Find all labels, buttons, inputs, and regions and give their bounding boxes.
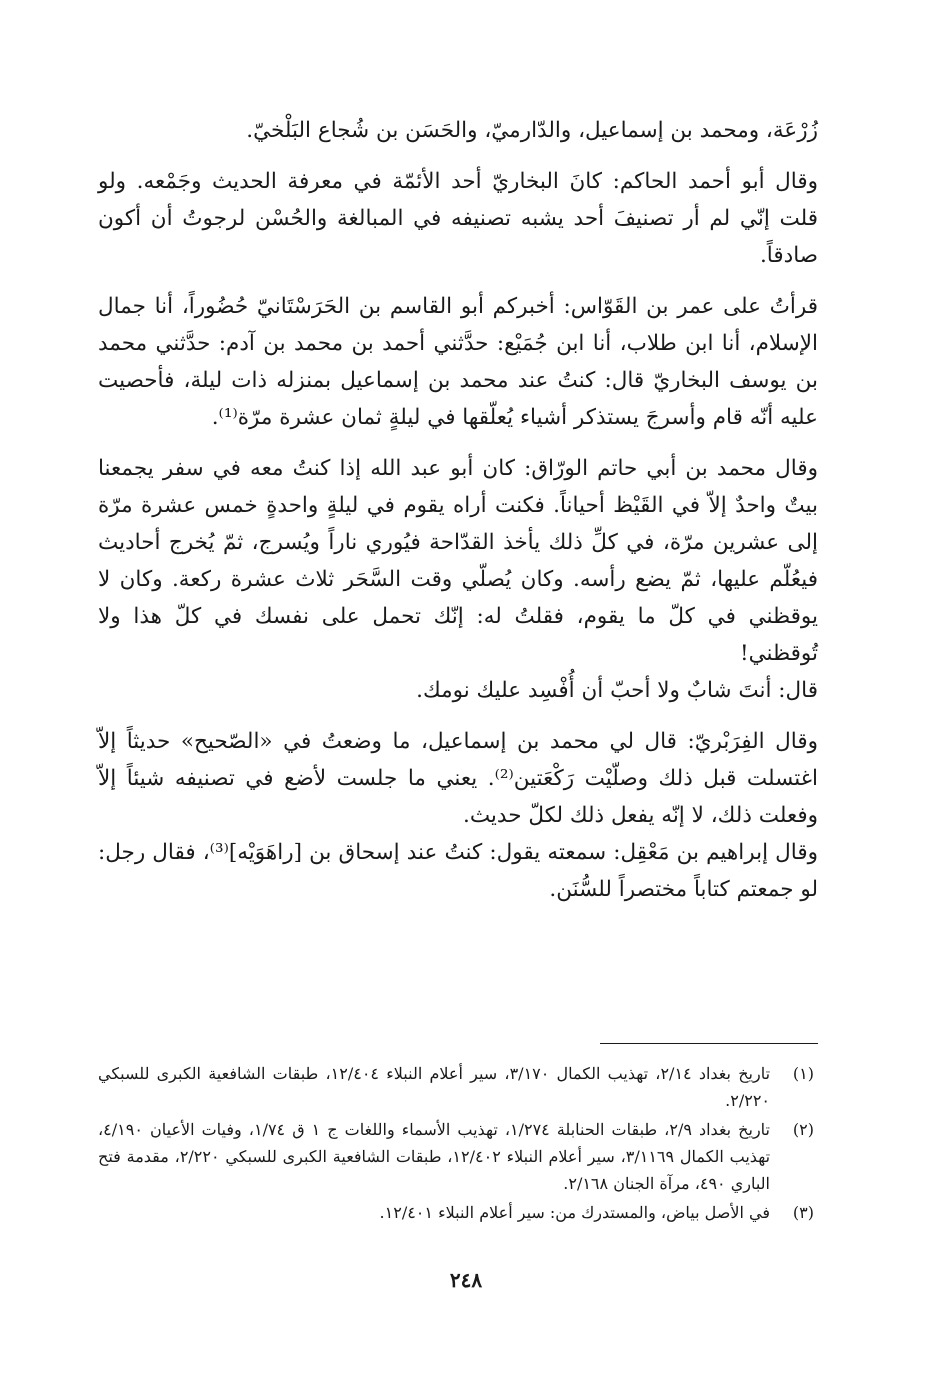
paragraph: وقال الفِرَبْريّ: قال لي محمد بن إسماعيل، ما وضعتُ في «الصّحيح» حديثاً إلاّ اغتسلت قبل ذلك وصلّيْت رَكْعَتين⁽²⁾. يعني ما جلست لأضع في تصنيفه شيئاً إلاّ وفعلت ذلك، لا إنّه يفعل ذلك لكلّ حديث.	[98, 729, 818, 828]
paragraph: وقال محمد بن أبي حاتم الورّاق: كان أبو عبد الله إذا كنتُ معه في سفر يجمعنا بيتٌ واحدٌ إلاّ في القَيْظ أحياناً. فكنت أراه يقوم في ليلةٍ واحدةٍ خمس عشرة مرّة إلى عشرين مرّة، في كلِّ ذلك يأخذ القدّاحة فيُوري ناراً ويُسرج، ثمّ يُخرج أحاديث فيعُلّم عليها، ثمّ يضع رأسه. وكان يُصلّي وقت السَّحَر ثلاث عشرة ركعة. وكان لا يوقظني في كلّ ما يقوم، فقلتُ له: إنّك تحمل على نفسك في كلّ هذا ولا تُوقظني!	[98, 456, 818, 666]
footnote	[98, 1116, 814, 1197]
paragraph: قال: أنتَ شابٌ ولا أحبّ أن أُفْسِد عليك نومك.	[416, 678, 818, 703]
footnote	[98, 1199, 814, 1226]
footnote-text: تاريخ بغداد ٢/١٤، تهذيب الكمال ٣/١٧٠، سير أعلام النبلاء ١٢/٤٠٤، طبقات الشافعية الكبرى للسبكي ٢/٢٢٠.	[98, 1064, 771, 1110]
paragraph: وقال أبو أحمد الحاكم: كانَ البخاريّ أحد الأئمّة في معرفة الحديث وجَمْعه. ولو قلت إنّي لم أر تصنيفَ أحد يشبه تصنيفه في المبالغة والحُسْن لرجوتُ أن أكون صادقاً.	[98, 169, 818, 268]
footnote-text: تاريخ بغداد ٢/٩، طبقات الحنابلة ١/٢٧٤، تهذيب الأسماء واللغات ج ١ ق ١/٧٤، وفيات الأعيان ٤/١٩٠، تهذيب الكمال ٣/١١٦٩، سير أعلام النبلاء ١٢/٤٠٢، طبقات الشافعية الكبرى للسبكي ٢/٢٢٠، مقدمة فتح الباري ٤٩٠، مرآة الجنان ٢/١٦٨.	[98, 1120, 771, 1193]
main-text	[98, 112, 818, 922]
footnote-number: (٢)	[792, 1120, 814, 1139]
footnotes	[98, 1060, 814, 1228]
footnote	[98, 1060, 814, 1114]
footnote-number: (٣)	[792, 1203, 814, 1222]
paragraph: وقال إبراهيم بن مَعْقِل: سمعته يقول: كنتُ عند إسحاق بن [راهَوَيْه]⁽³⁾، فقال رجل: لو جمعتم كتاباً مختصراً للسُّنَن.	[98, 840, 818, 902]
footnote-separator	[600, 1043, 818, 1044]
footnote-number: (١)	[792, 1064, 814, 1083]
paragraph: قرأتُ على عمر بن القَوّاس: أخبركم أبو القاسم بن الحَرَسْتَانيّ حُضُوراً، أنا جمال الإسلام، أنا ابن طلاب، أنا ابن جُمَيْع: حدَّثني أحمد بن محمد بن آدم: حدَّثني محمد بن يوسف البخاريّ قال: كنتُ عند محمد بن إسماعيل بمنزله ذات ليلة، فأحصيت عليه أنّه قام وأسرجَ يستذكر أشياء يُعلّقها في ليلةٍ ثمان عشرة مرّة⁽¹⁾.	[98, 294, 818, 430]
footnote-text: في الأصل بياض، والمستدرك من: سير أعلام النبلاء ١٢/٤٠١.	[379, 1203, 770, 1222]
page-number: ٢٤٨	[449, 1268, 483, 1292]
paragraph: زُرْعَة، ومحمد بن إسماعيل، والدّارميّ، والحَسَن بن شُجاع البَلْخيّ.	[246, 118, 818, 143]
